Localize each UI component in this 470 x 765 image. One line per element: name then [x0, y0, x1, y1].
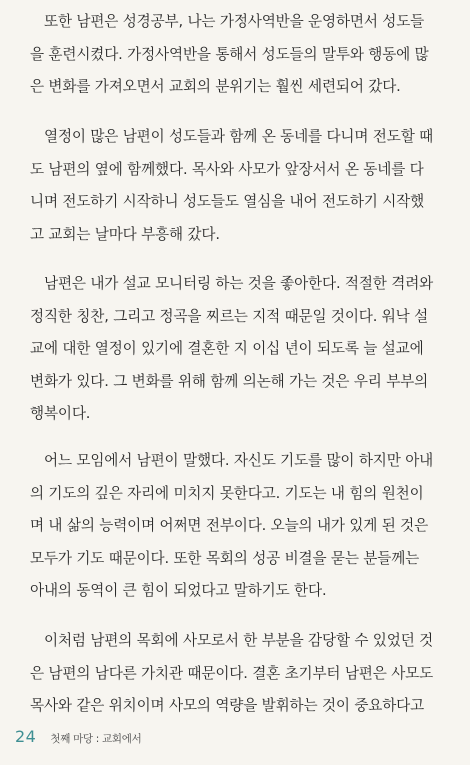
text-line: 남편은 내가 설교 모니터링 하는 것을 좋아한다. 적절한 격려와: [44, 275, 434, 292]
paragraph-2: [30, 121, 448, 251]
text-line: 아내의 동역이 큰 힘이 되었다고 말하기도 한다.: [30, 582, 327, 599]
text-line: 행복이다.: [30, 405, 91, 422]
text-line: 을 훈련시켰다. 가정사역반을 통해서 성도들의 말투와 행동에 많: [30, 45, 429, 63]
text-line: 은 변화를 가져오면서 교회의 분위기는 훨씬 세련되어 갔다.: [30, 78, 401, 95]
paragraph-4: [30, 445, 448, 608]
text-line: 고 교회는 날마다 부흥해 갔다.: [30, 225, 220, 243]
paragraph-1: [30, 6, 448, 104]
text-line: 이처럼 남편의 목회에 사모로서 한 부분을 감당할 수 있었던 것: [44, 632, 434, 649]
text-line: 니며 전도하기 시작하니 성도들도 열심을 내어 전도하기 시작했: [30, 193, 425, 210]
paragraph-3: [30, 268, 448, 431]
text-line: 며 내 삶의 능력이며 어쩌면 전부이다. 오늘의 내가 있게 된 것은: [30, 517, 429, 534]
page-number: 24: [15, 727, 37, 746]
text-line: 정직한 칭찬, 그리고 정곡을 찌르는 지적 때문일 것이다. 워낙 설: [30, 307, 429, 325]
text-line: 목사와 같은 위치이며 사모의 역량을 발휘하는 것이 중요하다고: [30, 697, 425, 714]
paragraph-5: [30, 625, 448, 723]
text-line: 모두가 기도 때문이다. 또한 목회의 성공 비결을 묻는 분들께는: [30, 549, 420, 567]
text-line: 의 기도의 깊은 자리에 미치지 못한다고. 기도는 내 힘의 원천이: [30, 484, 424, 502]
text-line: 도 남편의 옆에 함께했다. 목사와 사모가 앞장서서 온 동네를 다: [30, 160, 424, 178]
page-footer: [15, 727, 141, 751]
text-line: 열정이 많은 남편이 성도들과 함께 온 동네를 다니며 전도할 때: [44, 128, 434, 145]
text-line: 또한 남편은 성경공부, 나는 가정사역반을 운영하면서 성도들: [44, 13, 425, 30]
text-line: 변화가 있다. 그 변화를 위해 함께 의논해 가는 것은 우리 부부의: [30, 372, 429, 390]
text-line: 어느 모임에서 남편이 말했다. 자신도 기도를 많이 하지만 아내: [44, 452, 434, 469]
running-title: 첫째 마당 : 교회에서: [50, 733, 142, 745]
text-line: 은 남편의 남다른 가치관 때문이다. 결혼 초기부터 남편은 사모도: [30, 664, 434, 682]
text-line: 교에 대한 열정이 있기에 결혼한 지 이십 년이 되도록 늘 설교에: [30, 340, 424, 357]
